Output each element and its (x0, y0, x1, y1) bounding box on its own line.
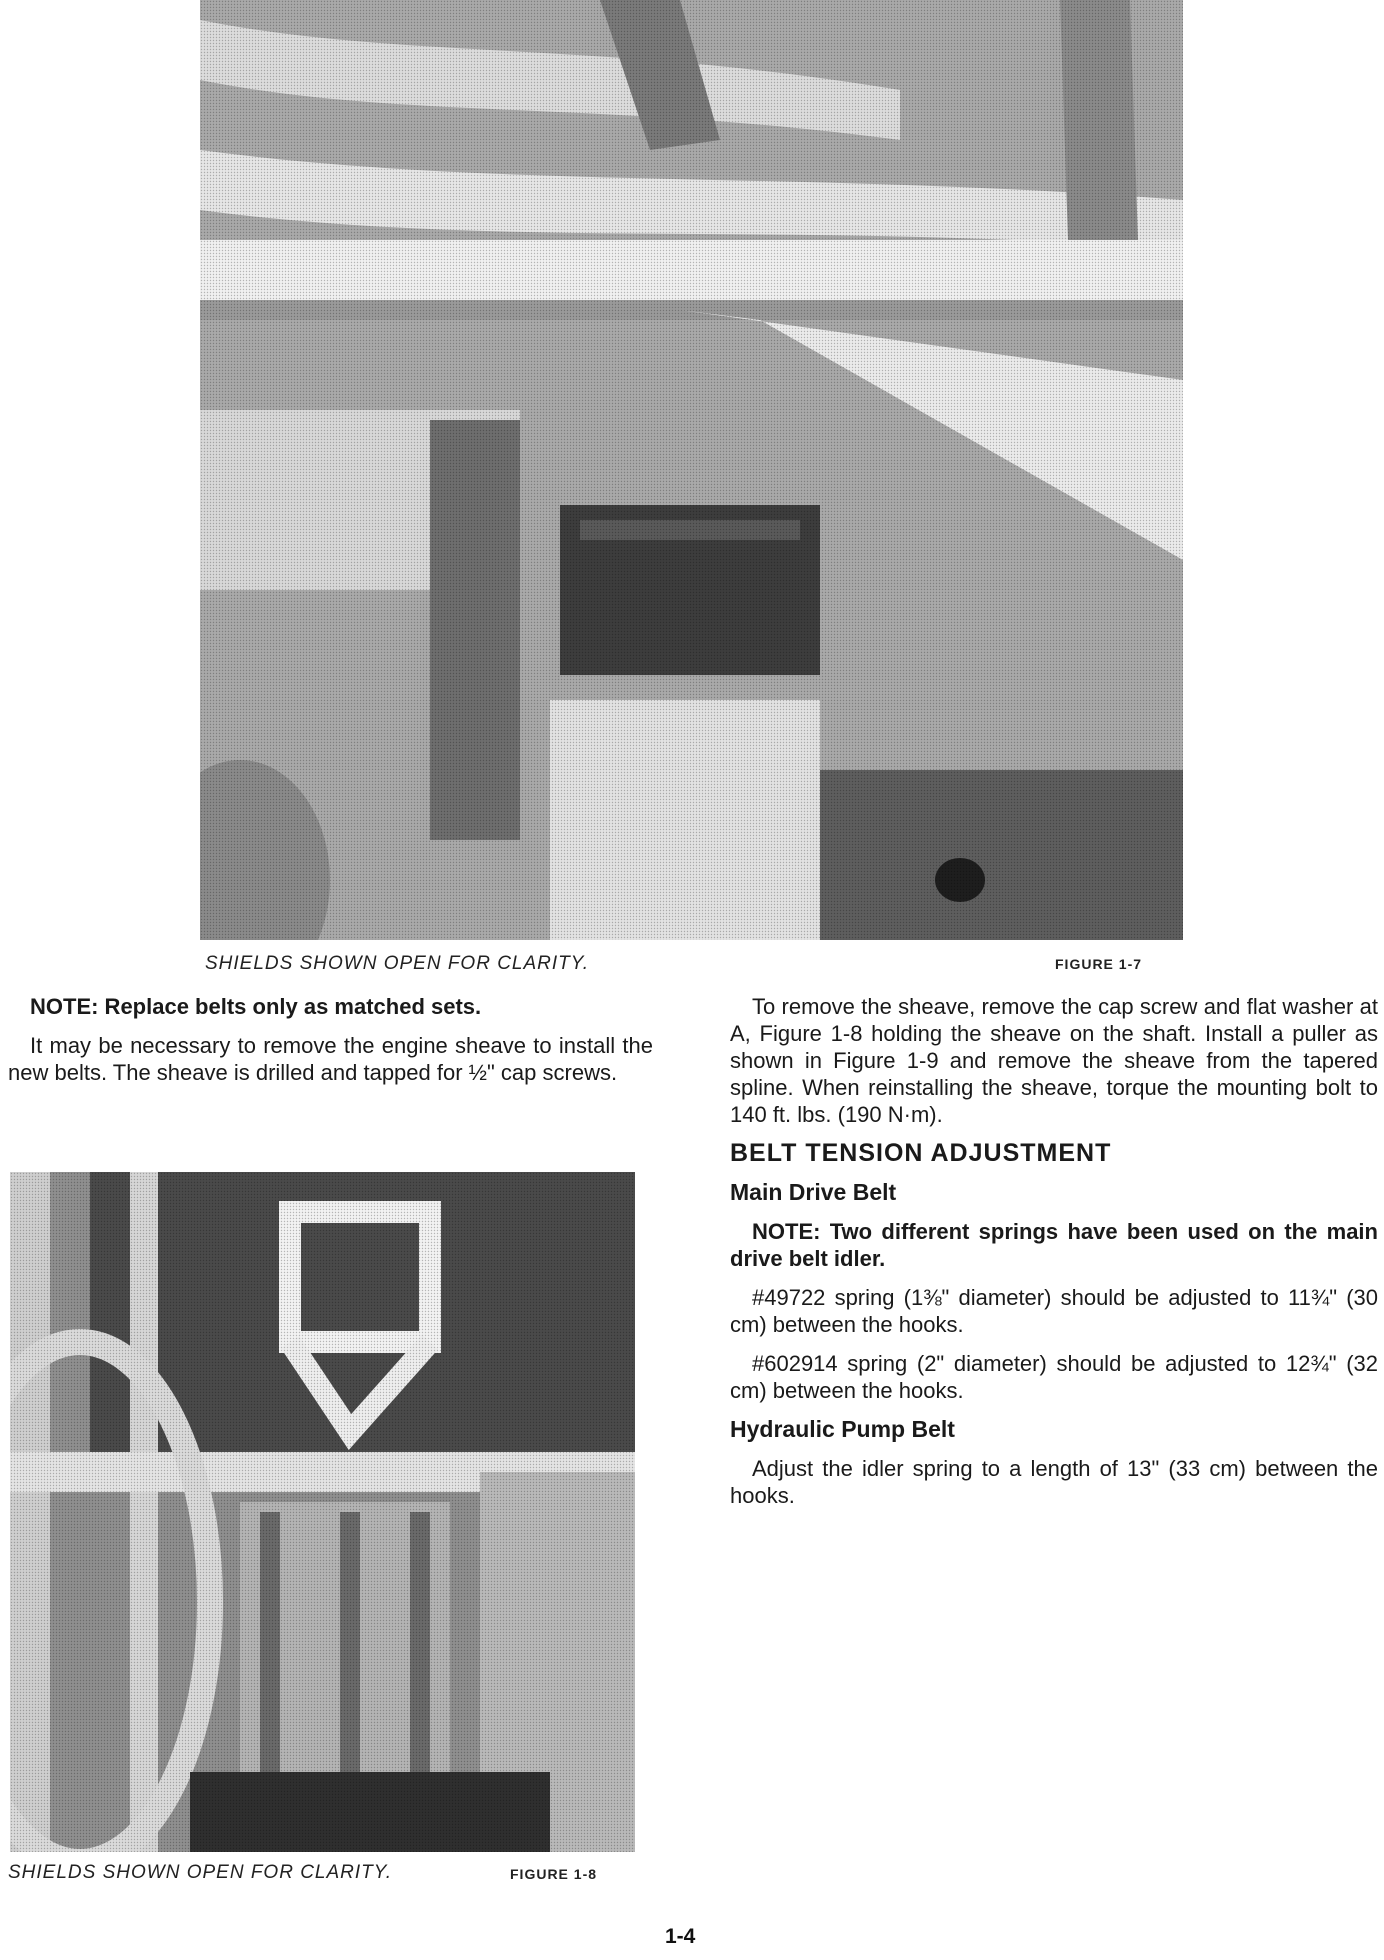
spring-602914-paragraph: #602914 spring (2" diameter) should be adjusted to 12¾" (32 cm) between the hooks. (730, 1351, 1378, 1403)
right-column-text (730, 993, 1378, 1521)
figure-1-7-photo (200, 0, 1183, 940)
figure-1-7-label: FIGURE 1-7 (1055, 956, 1143, 972)
figure-1-8-label: FIGURE 1-8 (510, 1866, 598, 1882)
hydraulic-spring-paragraph: Adjust the idler spring to a length of 13" (33 cm) between the hooks. (730, 1456, 1378, 1508)
hydraulic-pump-belt-heading: Hydraulic Pump Belt (730, 1416, 955, 1442)
figure-1-7-caption: SHIELDS SHOWN OPEN FOR CLARITY. (205, 953, 589, 974)
figure-1-7-illustration (200, 0, 1183, 940)
remove-sheave-paragraph: To remove the sheave, remove the cap screw and flat washer at A, Figure 1-8 holding the sheave on the shaft. Install a puller as shown in Figure 1-9 and remove the sheave from the tapered spline. When reinstalling the sheave, torque the mounting bolt to 140 ft. lbs. (190 N·m). (730, 994, 1378, 1127)
figure-1-8-illustration (10, 1172, 635, 1852)
note-matched-sets: NOTE: Replace belts only as matched sets. (30, 994, 482, 1019)
belt-tension-heading: BELT TENSION ADJUSTMENT (730, 1139, 1112, 1167)
note-two-springs: NOTE: Two different springs have been used on the main drive belt idler. (730, 1219, 1378, 1271)
figure-1-8-photo (10, 1172, 635, 1852)
figure-1-8-caption: SHIELDS SHOWN OPEN FOR CLARITY. (8, 1862, 392, 1883)
engine-sheave-paragraph: It may be necessary to remove the engine sheave to install the new belts. The sheave is drilled and tapped for ½" cap screws. (8, 1033, 653, 1085)
main-drive-belt-heading: Main Drive Belt (730, 1179, 897, 1205)
spring-49722-paragraph: #49722 spring (1⅜" diameter) should be adjusted to 11¾" (30 cm) between the hooks. (730, 1285, 1378, 1337)
left-column-text (8, 993, 653, 1098)
page-number: 1-4 (665, 1925, 696, 1948)
